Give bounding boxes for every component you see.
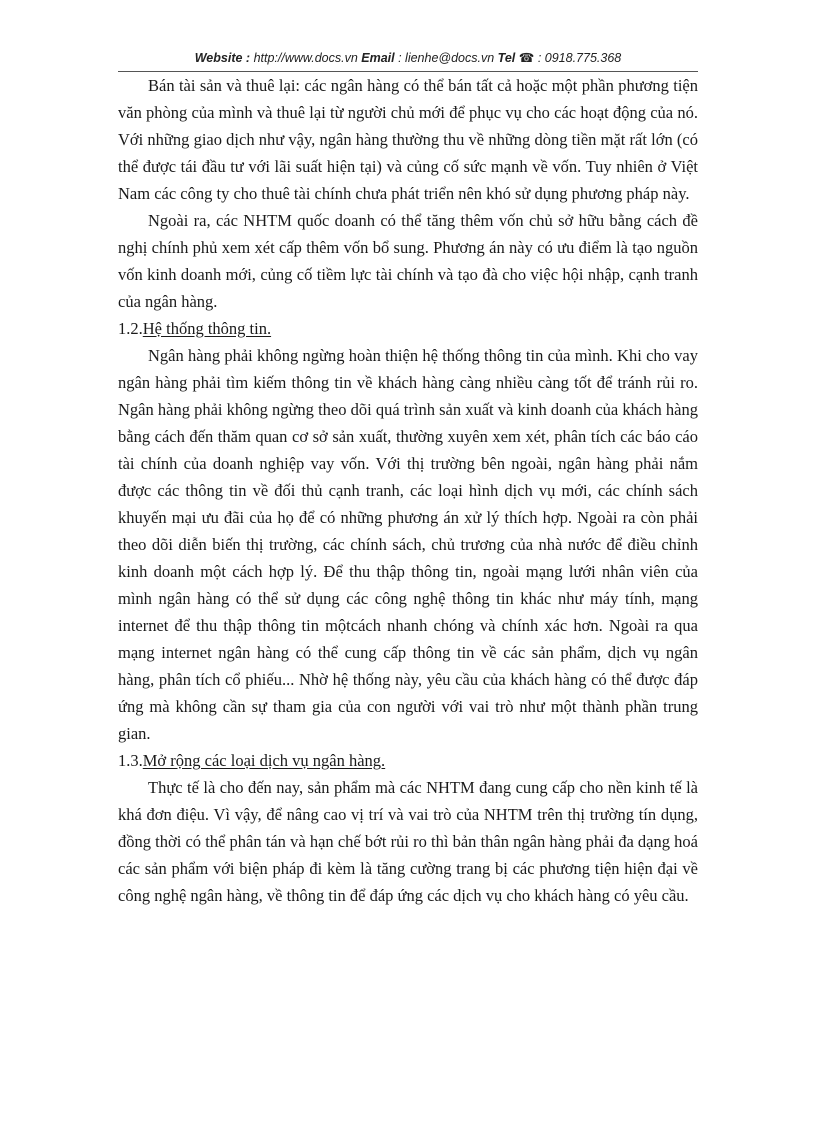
paragraph-4: Thực tế là cho đến nay, sản phẩm mà các NHTM đang cung cấp cho nền kinh tế là khá đơn điệu. Vì vậy, để nâng cao vị trí và vai trò của NHTM trên thị trường tín dụng, đồng thời có thể phân tán và hạn chế bớt rủi ro thì bản thân ngân hàng phải đa dạng hoá các sản phẩm với biện pháp đi kèm là tăng cường trang bị các phương tiện hiện đại về công nghệ ngân hàng, về thông tin để đáp ứng các dịch vụ cho khách hàng có yêu cầu.	[118, 778, 698, 905]
paragraph-2: Ngoài ra, các NHTM quốc doanh có thể tăng thêm vốn chủ sở hữu bằng cách đề nghị chính phủ xem xét cấp thêm vốn bổ sung. Phương án này có ưu điểm là tạo nguồn vốn kinh doanh mới, củng cố tiềm lực tài chính và tạo đà cho việc hội nhập, cạnh tranh của ngân hàng.	[118, 211, 698, 311]
section-heading-1-2	[118, 315, 698, 342]
website-url[interactable]: http://www.docs.vn	[253, 51, 358, 65]
email-value[interactable]: : lienhe@docs.vn	[398, 51, 495, 65]
document-body	[118, 72, 698, 909]
section-heading-1-3	[118, 747, 698, 774]
paragraph-3: Ngân hàng phải không ngừng hoàn thiện hệ thống thông tin của mình. Khi cho vay ngân hàng phải tìm kiếm thông tin về khách hàng càng nhiều càng tốt để tránh rủi ro. Ngân hàng phải không ngừng theo dõi quá trình sản xuất và kinh doanh của khách hàng bằng cách đến thăm quan cơ sở sản xuất, thường xuyên xem xét, phân tích các báo cáo tài chính của doanh nghiệp vay vốn. Với thị trường bên ngoài, ngân hàng phải nắm được các thông tin về đối thủ cạnh tranh, các loại hình dịch vụ mới, các chính sách khuyến mại ưu đãi của họ để có những phương án xử lý thích hợp. Ngoài ra còn phải theo dõi diễn biến thị trường, các chính sách, chủ trương của nhà nước để điều chỉnh kinh doanh một cách hợp lý. Để thu thập thông tin, ngoài mạng lưới nhân viên của mình ngân hàng có thể sử dụng các công nghệ thông tin khác như máy tính, mạng internet để thu thập thông tin mộtcách nhanh chóng và chính xác hơn. Ngoài ra qua mạng internet ngân hàng có thể cung cấp thông tin về các sản phẩm, dịch vụ ngân hàng, phân tích cổ phiếu... Nhờ hệ thống này, yêu cầu của khách hàng có thể được đáp ứng mà không cần sự tham gia của con người với vai trò như một thành phần trung gian.	[118, 346, 698, 743]
phone-icon: ☎	[518, 51, 535, 65]
section-title: Hệ thống thông tin.	[142, 319, 272, 338]
paragraph-1: Bán tài sản và thuê lại: các ngân hàng có thể bán tất cả hoặc một phần phương tiện văn phòng của mình và thuê lại từ người chủ mới để phục vụ cho các hoạt động của nó. Với những giao dịch như vậy, ngân hàng thường thu về những dòng tiền mặt rất lớn (có thể được tái đầu tư với lãi suất hiện tại) và củng cố sức mạnh về vốn. Tuy nhiên ở Việt Nam các công ty cho thuê tài chính chưa phát triển nên khó sử dụng phương pháp này.	[118, 76, 698, 203]
section-title: Mở rộng các loại dịch vụ ngân hàng.	[142, 751, 386, 770]
tel-label: Tel	[497, 51, 516, 65]
website-label: Website :	[194, 51, 251, 65]
email-label: Email	[361, 51, 395, 65]
tel-value: : 0918.775.368	[537, 51, 622, 65]
section-number: 1.3.	[118, 751, 143, 770]
page-header	[118, 50, 698, 65]
section-number: 1.2.	[118, 319, 143, 338]
